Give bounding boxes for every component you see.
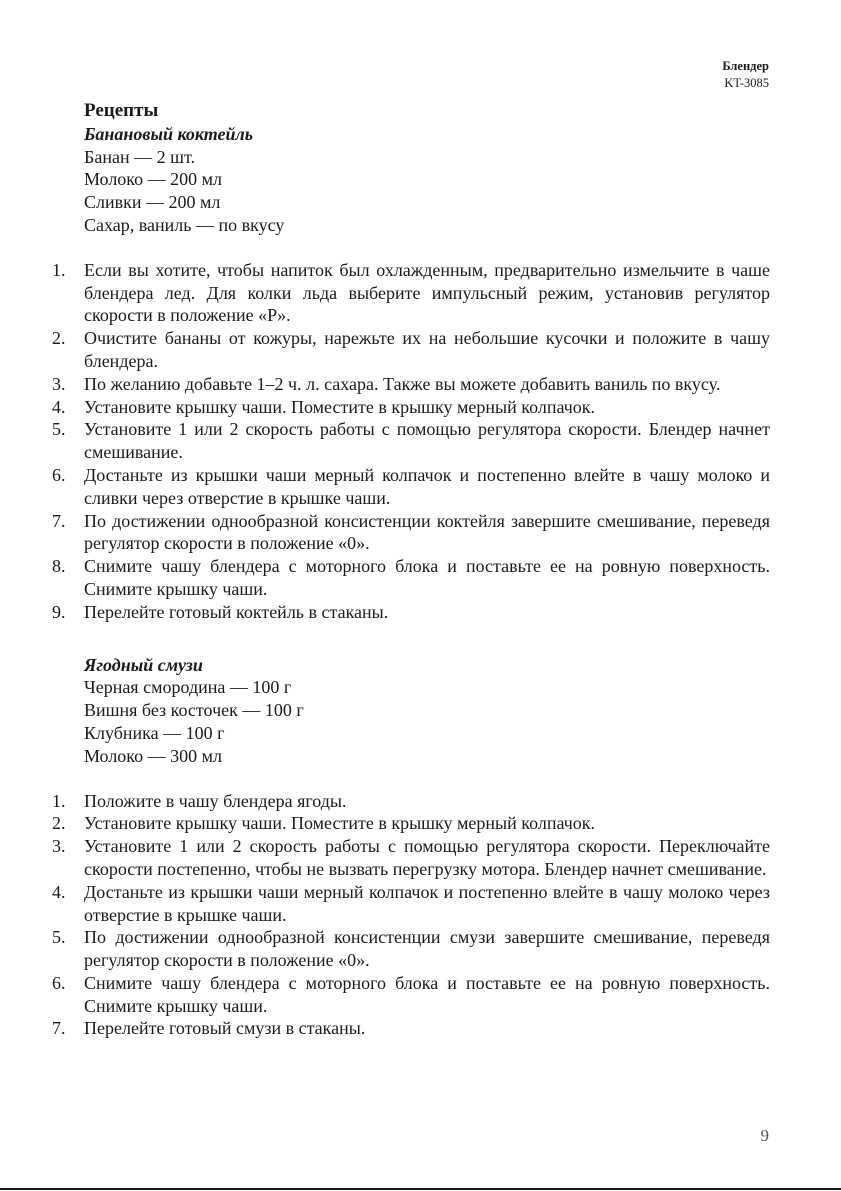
step-text: Снимите чашу блендера с моторного блока и поставьте ее на ровную поверхность. Снимите крышку чаши. [84,972,770,1016]
step-text: Перелейте готовый смузи в стаканы. [84,1018,366,1039]
step-number: 7. [52,1018,66,1039]
step-text: Установите 1 или 2 скорость работы с помощью регулятора скорости. Переключайте скорости постепенно, чтобы не вызвать перегрузку мотора. Блендер начнет смешивание. [84,836,770,879]
step-text: Очистите бананы от кожуры, нарежьте их на небольшие кусочки и положите в чашу блендера. [84,328,770,371]
step-item [52,373,770,396]
ingredient-list [84,146,770,237]
step-number: 9. [52,601,66,622]
step-item [52,418,770,464]
recipe-title: Банановый коктейль [84,123,254,144]
step-item [52,881,770,927]
step-item [52,396,770,419]
step-item [52,1017,770,1040]
ingredient-item: Молоко — 200 мл [84,169,223,190]
page-header [722,58,769,92]
ingredient-item: Молоко — 300 мл [84,745,223,766]
ingredient-item: Сливки — 200 мл [84,192,221,213]
step-number: 2. [52,813,66,834]
step-text: По достижении однообразной консистенции коктейля завершите смешивание, переведя регулятор скорости в положение «0». [84,510,770,554]
ingredient-item: Клубника — 100 г [84,722,225,743]
ingredient-item: Сахар, ваниль — по вкусу [84,214,285,235]
step-number: 6. [52,972,66,993]
step-item [52,972,770,1018]
step-text: Положите в чашу блендера ягоды. [84,790,347,811]
step-number: 3. [52,373,66,394]
step-text: Достаньте из крышки чаши мерный колпачок и постепенно влейте в чашу молоко и сливки через отверстие в крышке чаши. [84,464,770,508]
ingredient-item: Вишня без косточек — 100 г [84,700,304,721]
step-item [52,601,770,624]
step-text: По желанию добавьте 1–2 ч. л. сахара. Также вы можете добавить ваниль по вкусу. [84,373,721,394]
step-text: Достаньте из крышки чаши мерный колпачок и постепенно влейте в чашу молоко через отверстие в крышке чаши. [84,881,770,925]
step-number: 5. [52,419,66,440]
step-list [52,259,770,624]
step-text: Установите крышку чаши. Поместите в крышку мерный колпачок. [84,813,596,834]
step-number: 1. [52,790,66,811]
step-item [52,259,770,327]
step-text: Установите 1 или 2 скорость работы с помощью регулятора скорости. Блендер начнет смешивание. [84,419,770,463]
step-item [52,510,770,556]
ingredient-item: Банан — 2 шт. [84,146,195,167]
header-model: KT-3085 [724,76,769,90]
step-number: 5. [52,927,66,948]
step-item [52,327,770,373]
step-item [52,790,770,813]
page-number: 9 [760,1126,769,1145]
step-item [52,555,770,601]
step-number: 4. [52,881,66,902]
step-number: 4. [52,396,66,417]
step-list [52,790,770,1041]
step-item [52,464,770,510]
page-content [52,100,770,1040]
step-item [52,835,770,881]
step-number: 2. [52,328,66,349]
ingredient-item: Черная смородина — 100 г [84,677,292,698]
step-number: 7. [52,510,66,531]
step-text: Установите крышку чаши. Поместите в крышку мерный колпачок. [84,396,596,417]
ingredient-list [84,676,770,767]
step-text: Если вы хотите, чтобы напиток был охлажденным, предварительно измельчите в чаше блендера лед. Для колки льда выберите импульсный режим, установив регулятор скорости в положение «P». [84,259,770,326]
step-number: 8. [52,556,66,577]
section-title: Рецепты [84,100,159,121]
step-text: По достижении однообразной консистенции смузи завершите смешивание, переведя регулятор скорости в положение «0». [84,927,770,971]
step-number: 1. [52,259,66,280]
step-text: Перелейте готовый коктейль в стаканы. [84,601,389,622]
step-item [52,812,770,835]
step-number: 6. [52,464,66,485]
bottom-rule [0,1188,841,1190]
header-product: Блендер [722,59,769,73]
recipe-title: Ягодный смузи [84,654,203,675]
step-text: Снимите чашу блендера с моторного блока и поставьте ее на ровную поверхность. Снимите крышку чаши. [84,556,770,599]
step-item [52,926,770,972]
step-number: 3. [52,836,66,857]
